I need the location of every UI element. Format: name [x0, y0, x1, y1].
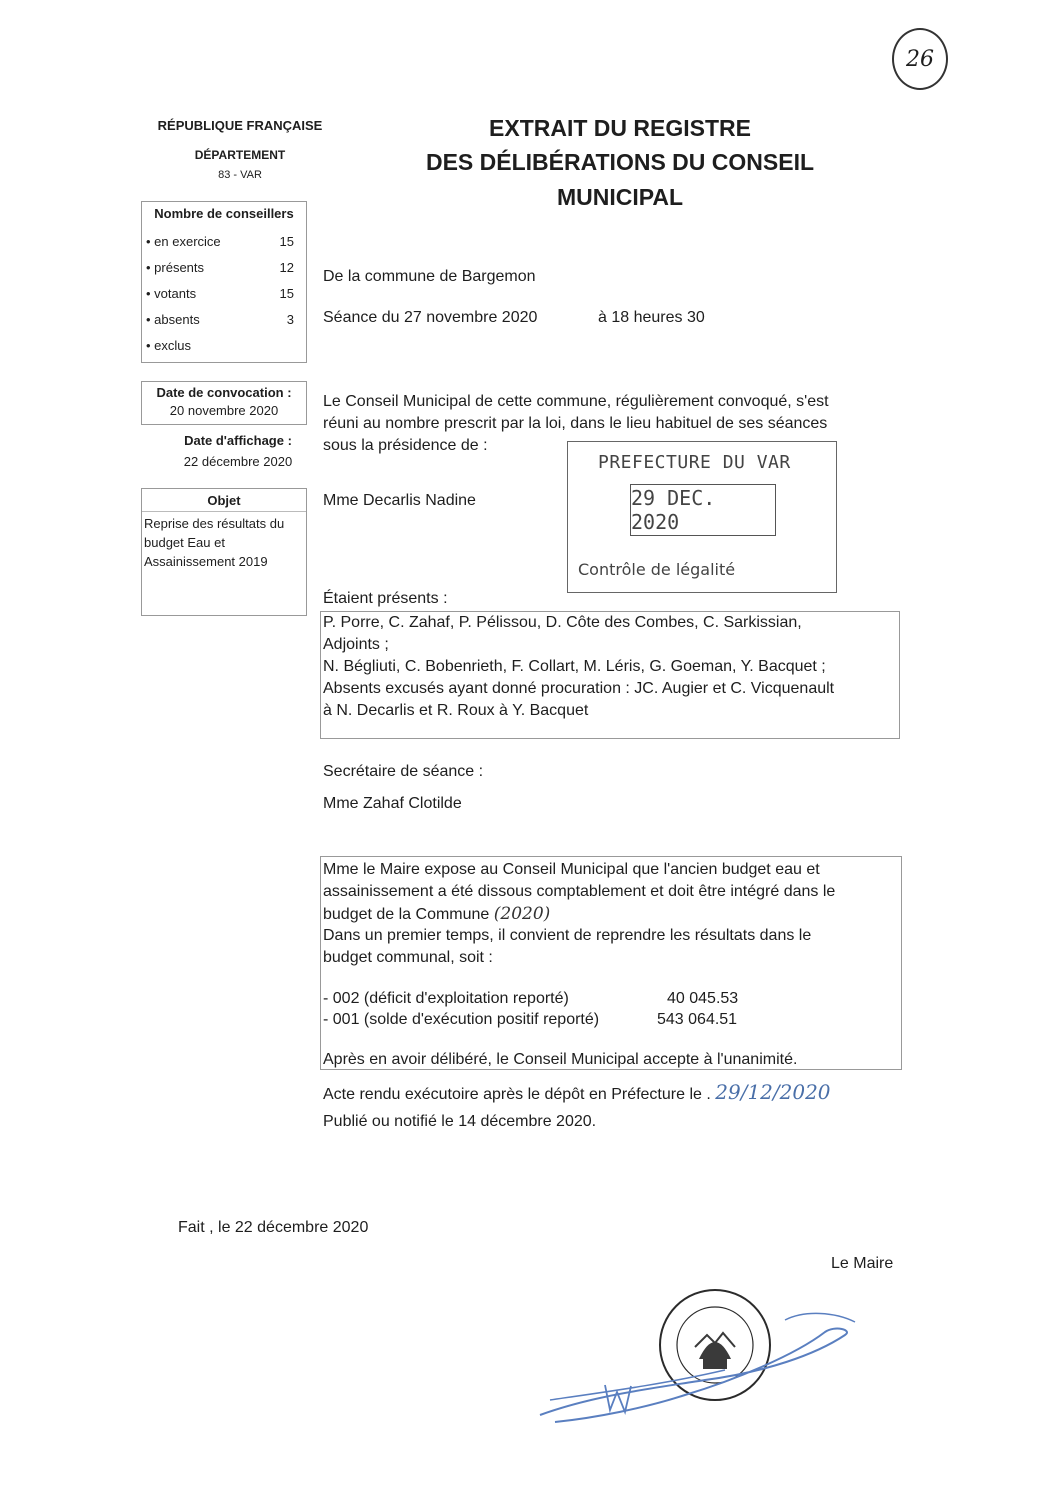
expose-line: Mme le Maire expose au Conseil Municipal que l'ancien budget eau et [323, 861, 820, 878]
page-number: 26 [892, 28, 948, 90]
signataire-label: Le Maire [831, 1255, 894, 1272]
conseillers-row: • absents 3 [146, 312, 294, 327]
presents-line: N. Bégliuti, C. Bobenrieth, F. Collart, M. Léris, G. Goeman, Y. Bacquet ; [323, 658, 826, 675]
intro-line: réuni au nombre prescrit par la loi, dans le lieu habituel de ses séances [323, 415, 828, 432]
acte-line: Acte rendu exécutoire après le dépôt en Préfecture le . 29/12/2020 [323, 1080, 831, 1104]
signature-icon [535, 1300, 865, 1430]
stamp-legalite: Contrôle de légalité [578, 560, 736, 579]
objet-label: Objet [142, 493, 306, 512]
objet-text: Reprise des résultats du budget Eau et Assainissement 2019 [144, 516, 285, 569]
secretaire-name: Mme Zahaf Clotilde [323, 795, 462, 812]
conseillers-row: • en exercice 15 [146, 234, 294, 249]
presents-line: Absents excusés ayant donné procuration : JC. Augier et C. Vicquenault [323, 680, 835, 697]
presents-line: Adjoints ; [323, 636, 389, 653]
expose-line: assainissement a été dissous comptablement et doit être intégré dans le [323, 883, 836, 900]
expose-item-value: 40 045.53 [667, 990, 739, 1007]
publie-line: Publié ou notifié le 14 décembre 2020. [323, 1113, 597, 1130]
presents-line: P. Porre, C. Zahaf, P. Pélissou, D. Côte des Combes, C. Sarkissian, [323, 614, 802, 631]
presents-label: Étaient présents : [323, 590, 448, 607]
convocation-date: 20 novembre 2020 [169, 403, 279, 418]
title-line-2: DES DÉLIBÉRATIONS DU CONSEIL [425, 149, 815, 175]
title-line-1: EXTRAIT DU REGISTRE [489, 115, 751, 141]
expose-conclusion: Après en avoir délibéré, le Conseil Municipal accepte à l'unanimité. [323, 1051, 798, 1068]
conseillers-box [141, 201, 307, 363]
expose-item-label: - 002 (déficit d'exploitation reporté) [323, 990, 569, 1007]
presidente-name: Mme Decarlis Nadine [323, 492, 476, 509]
stamp-title: PREFECTURE DU VAR [598, 452, 791, 473]
conseillers-row: • présents 12 [146, 260, 294, 275]
expose-box [320, 856, 902, 1070]
commune-line: De la commune de Bargemon [323, 268, 536, 285]
expose-item-label: - 001 (solde d'exécution positif reporté) [323, 1011, 600, 1028]
intro-line: sous la présidence de : [323, 437, 488, 454]
convocation-label: Date de convocation : [156, 385, 292, 400]
departement-label: DÉPARTEMENT [194, 148, 286, 162]
presents-box [320, 611, 900, 739]
affichage-label: Date d'affichage : [184, 433, 292, 448]
handwritten-date: 29/12/2020 [715, 1080, 831, 1104]
expose-line: Dans un premier temps, il convient de reprendre les résultats dans le [323, 927, 812, 944]
conseillers-row: • votants 15 [146, 286, 294, 301]
departement-value: 83 - VAR [218, 169, 262, 181]
convocation-box [141, 381, 307, 425]
secretaire-label: Secrétaire de séance : [323, 763, 484, 780]
conseillers-row: • exclus [146, 338, 192, 353]
seance-date: Séance du 27 novembre 2020 [323, 309, 538, 326]
handwritten-year: (2020) [493, 904, 551, 924]
intro-line: Le Conseil Municipal de cette commune, régulièrement convoqué, s'est [323, 393, 829, 410]
presents-line: à N. Decarlis et R. Roux à Y. Bacquet [323, 702, 589, 719]
stamp-date: 29 DEC. 2020 [630, 484, 776, 536]
conseillers-title: Nombre de conseillers [154, 206, 294, 221]
expose-item-value: 543 064.51 [657, 1011, 738, 1028]
seance-heure: à 18 heures 30 [598, 309, 705, 326]
affichage-date: 22 décembre 2020 [183, 454, 293, 469]
objet-box [141, 488, 307, 616]
fait-line: Fait , le 22 décembre 2020 [178, 1219, 369, 1236]
title-line-3: MUNICIPAL [556, 184, 684, 210]
prefecture-stamp [567, 441, 837, 593]
expose-line: budget communal, soit : [323, 949, 493, 966]
expose-line: budget de la Commune (2020) [323, 904, 551, 924]
republique-label: RÉPUBLIQUE FRANÇAISE [157, 118, 323, 133]
